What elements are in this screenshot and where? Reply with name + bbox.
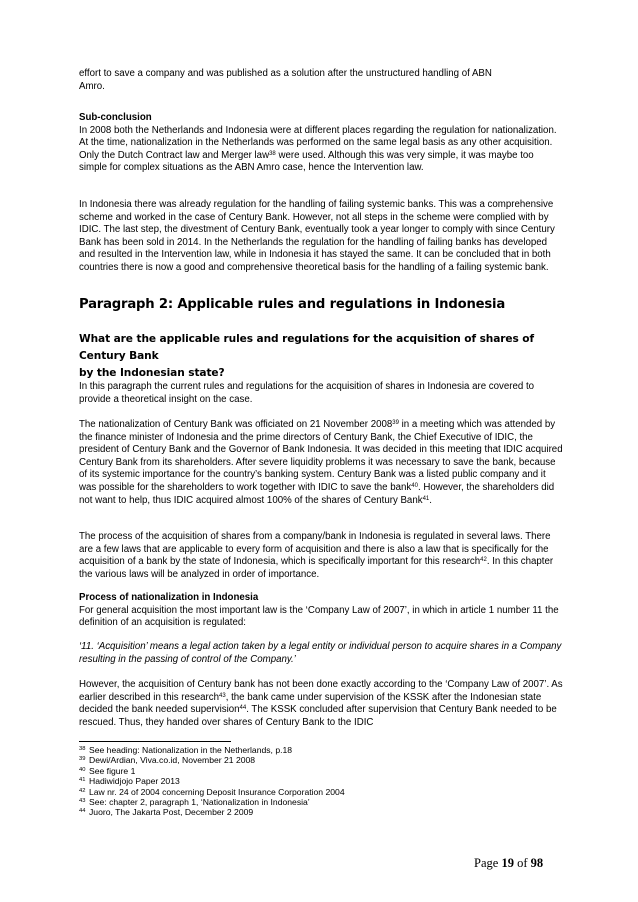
footnote-text: See heading: Nationalization in the Netherlands, p.18 bbox=[89, 745, 293, 755]
footnote-item: 41 Hadiwidjojo Paper 2013 bbox=[79, 776, 180, 787]
footnote-item: 38 See heading: Nationalization in the Netherlands, p.18 bbox=[79, 745, 293, 755]
p3-text-a: The process of the acquisition of shares from a company/bank in Indonesia is regulated in several laws. There are a few laws that are applicable to every form of acquisition and there is also a law that is specifically for the acquisition of a bank by the state of Indonesia, which is specifically important for this research bbox=[79, 531, 551, 568]
p2-text-a: The nationalization of Century Bank was officiated on 21 November 2008 bbox=[79, 419, 393, 430]
p2-text-c: . However, the shareholders did not want to help, thus IDIC acquired almost 100% of the shares of Century Bank bbox=[79, 481, 555, 506]
process-heading: Process of nationalization in Indonesia bbox=[79, 592, 259, 603]
footnote-ref-41: 41 bbox=[422, 495, 430, 502]
footnote-text: See figure 1 bbox=[89, 765, 136, 776]
current-page-number: 19 bbox=[501, 856, 514, 870]
footnote-item: 44 Juoro, The Jakarta Post, December 2 2009 bbox=[79, 807, 254, 818]
research-question-line-1: What are the applicable rules and regulations for the acquisition of shares of Century Bank bbox=[79, 333, 534, 362]
page-word: Page bbox=[474, 856, 499, 870]
paragraph-intro: In this paragraph the current rules and regulations for the acquisition of shares in Indonesia are covered to provide a theoretical insight on the case. bbox=[79, 381, 535, 405]
footnote-ref-39: 39 bbox=[392, 420, 399, 426]
research-question-line-2: by the Indonesian state? bbox=[79, 367, 225, 379]
subconclusion-heading: Sub-conclusion bbox=[79, 112, 152, 123]
footnote-ref-44: 44 bbox=[239, 705, 247, 712]
footnote-item: 39 Dewi/Ardian, Viva.co.id, November 21 2008 bbox=[79, 755, 256, 766]
p3-text-b: . In this chapter the various laws will be analyzed in order of importance. bbox=[79, 556, 554, 580]
paragraph-nationalization bbox=[79, 419, 564, 507]
footnote-ref-40: 40 bbox=[411, 482, 418, 489]
p5-text-c: . The KSSK concluded after supervision that Century Bank needed to be rescued. Thus, they handed over shares of Century Bank to the IDIC bbox=[79, 704, 557, 728]
subconclusion-section bbox=[79, 112, 564, 175]
paragraph-kssk bbox=[79, 679, 564, 729]
page-number-footer bbox=[474, 856, 543, 871]
footnote-item: 42 Law nr. 24 of 2004 concerning Deposit Insurance Corporation 2004 bbox=[79, 786, 345, 797]
subconclusion-text-a: In 2008 both the Netherlands and Indonesia were at different places regarding the regulation for nationalization. At the time, nationalization in the Netherlands was performed on the same legal basis as any other acquisition. Only the Dutch Contract law and Merger law bbox=[79, 124, 557, 161]
of-word: of bbox=[517, 856, 528, 870]
subconclusion-paragraph-2: In Indonesia there was already regulation for the handling of failing systemic banks. This was a comprehensive scheme and worked in the case of Century Bank. However, not all steps in the scheme were complied with by IDIC. The last step, the divestment of Century Bank, eventually took a year longer to comply with since Century Bank has been sold in 2014. In the Netherlands the regulation for the handling of failing banks has developed and resulted in the Intervention law, while in Indonesia it has stayed the same. It can be concluded that in both countries there is now a good and comprehensive theoretical basis for the handling of a failing systemic bank. bbox=[79, 199, 555, 273]
p2-text-b: in a meeting which was attended by the finance minister of Indonesia and the prime directors of Century Bank, the Chief Executive of IDIC, the president of Century Bank and the Governor of Bank Indonesia. It was decided in this meeting that IDIC acquired Century Bank from its shareholders. After severe liquidity problems it was necessary to save the bank, because of its systemic importance for the country’s banking system. Century Bank was a listed public company and it was possible for the shareholders to work together with IDIC to save the bank bbox=[79, 419, 563, 493]
acquisition-quote: ‘11. ‘Acquisition’ means a legal action taken by a legal entity or individual person to acquire shares in a Company resulting in the passing of control of the Company.’ bbox=[79, 641, 562, 665]
footnote-item: 43 See: chapter 2, paragraph 1, ‘Nationalization in Indonesia’ bbox=[79, 797, 310, 808]
paragraph-process bbox=[79, 531, 564, 581]
footnote-ref-38: 38 bbox=[269, 150, 276, 157]
section-heading: Paragraph 2: Applicable rules and regulations in Indonesia bbox=[79, 297, 506, 312]
p2-text-d: . bbox=[429, 494, 432, 506]
footnote-text: Law nr. 24 of 2004 concerning Deposit Insurance Corporation 2004 bbox=[89, 786, 345, 797]
p5-text-b: , the bank came under supervision of the KSSK after the Indonesian state decided the bank needed supervision bbox=[79, 691, 542, 716]
intro-line-1: effort to save a company and was published as a solution after the unstructured handling of ABN bbox=[79, 68, 492, 79]
footnote-separator bbox=[79, 741, 231, 742]
intro-line-2: Amro. bbox=[79, 80, 105, 92]
footnote-ref-42: 42 bbox=[480, 557, 487, 564]
subconclusion-text-b: were used. Although this was very simple, it was maybe too simple for complex situations as the ABN Amro case, hence the Intervention law. bbox=[79, 149, 534, 174]
research-question bbox=[79, 331, 569, 382]
footnote-text: Juoro, The Jakarta Post, December 2 2009 bbox=[89, 807, 254, 818]
footnote-item: 40 See figure 1 bbox=[79, 765, 136, 776]
p5-text-a: However, the acquisition of Century bank has not been done exactly according to the ‘Company Law of 2007’. As earlier described in this research bbox=[79, 679, 563, 703]
intro-paragraph bbox=[79, 68, 564, 93]
footnote-ref-43: 43 bbox=[219, 692, 226, 699]
footnotes bbox=[79, 745, 539, 818]
total-page-count: 98 bbox=[530, 856, 544, 870]
process-subsection bbox=[79, 592, 564, 630]
subconclusion-paragraph-1 bbox=[79, 125, 564, 175]
footnote-text: See: chapter 2, paragraph 1, ‘Nationalization in Indonesia’ bbox=[89, 797, 310, 808]
company-law-paragraph: For general acquisition the most important law is the ‘Company Law of 2007’, in which in article 1 number 11 the definition of an acquisition is regulated: bbox=[79, 604, 559, 629]
footnote-text: Hadiwidjojo Paper 2013 bbox=[89, 776, 180, 787]
footnote-text: Dewi/Ardian, Viva.co.id, November 21 2008 bbox=[89, 755, 256, 766]
